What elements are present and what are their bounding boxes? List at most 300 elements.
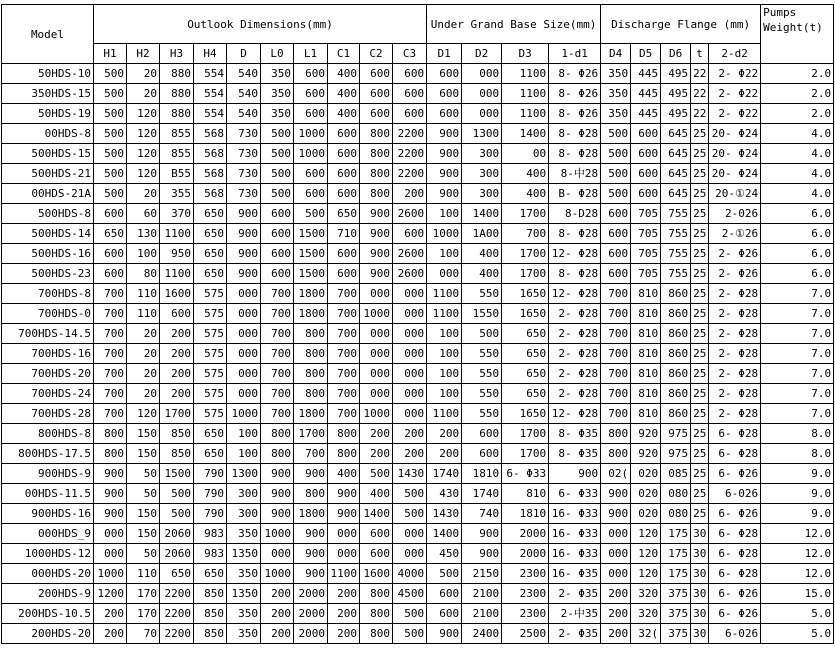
value-cell: 445	[631, 84, 661, 104]
value-cell: 800	[94, 444, 127, 464]
value-cell: 700	[294, 444, 328, 464]
header-col-t: t	[691, 44, 709, 64]
value-cell: 25	[691, 404, 709, 424]
value-cell: 600	[631, 124, 661, 144]
model-cell: 00HDS-11.5	[2, 484, 94, 504]
value-cell: 2300	[502, 564, 549, 584]
value-cell: 000	[227, 304, 261, 324]
value-cell: 600	[601, 244, 631, 264]
value-cell: 2- Φ28	[549, 384, 601, 404]
value-cell: 150	[127, 444, 160, 464]
value-cell: 975	[661, 444, 691, 464]
value-cell: 200	[393, 424, 427, 444]
value-cell: 600	[427, 104, 462, 124]
value-cell: 1650	[502, 404, 549, 424]
value-cell: 120	[631, 524, 661, 544]
value-cell: 2-中35	[549, 604, 601, 624]
value-cell: 650	[502, 344, 549, 364]
value-cell: 4.0	[761, 164, 834, 184]
model-cell: 700HDS-28	[2, 404, 94, 424]
value-cell: 600	[294, 104, 328, 124]
value-cell: 25	[691, 484, 709, 504]
value-cell: 575	[194, 344, 227, 364]
model-cell: 500HDS-15	[2, 144, 94, 164]
value-cell: 500	[393, 604, 427, 624]
value-cell: 755	[661, 264, 691, 284]
value-cell: 810	[502, 484, 549, 504]
value-cell: 20	[127, 184, 160, 204]
table-row	[2, 364, 834, 384]
value-cell: 200	[393, 444, 427, 464]
value-cell: 645	[661, 184, 691, 204]
value-cell: 25	[691, 224, 709, 244]
value-cell: 600	[360, 64, 393, 84]
value-cell: 200	[601, 584, 631, 604]
value-cell: 700	[328, 304, 360, 324]
value-cell: 2400	[462, 624, 502, 644]
value-cell: 568	[194, 124, 227, 144]
value-cell: 790	[194, 464, 227, 484]
value-cell: 130	[127, 224, 160, 244]
value-cell: 200	[261, 624, 294, 644]
value-cell: 16- Φ35	[549, 564, 601, 584]
value-cell: 1000	[294, 144, 328, 164]
value-cell: 200	[601, 604, 631, 624]
value-cell: 600	[462, 424, 502, 444]
value-cell: 600	[427, 84, 462, 104]
value-cell: 020	[631, 464, 661, 484]
table-row	[2, 504, 834, 524]
value-cell: 500	[94, 164, 127, 184]
header-col-l1: L1	[294, 44, 328, 64]
value-cell: 900	[462, 524, 502, 544]
value-cell: 705	[631, 204, 661, 224]
value-cell: 25	[691, 464, 709, 484]
table-row	[2, 84, 834, 104]
value-cell: 2- Φ28	[549, 344, 601, 364]
value-cell: 600	[601, 224, 631, 244]
value-cell: 25	[691, 384, 709, 404]
value-cell: 2.0	[761, 104, 834, 124]
value-cell: 855	[160, 124, 194, 144]
value-cell: 500	[94, 144, 127, 164]
value-cell: 120	[631, 544, 661, 564]
value-cell: 900	[427, 624, 462, 644]
value-cell: 600	[261, 244, 294, 264]
header-col-1-d1: 1-d1	[549, 44, 601, 64]
value-cell: 1100	[427, 304, 462, 324]
value-cell: 1700	[160, 404, 194, 424]
value-cell: 2- Φ26	[709, 244, 761, 264]
value-cell: 7.0	[761, 304, 834, 324]
table-row	[2, 164, 834, 184]
value-cell: 8- Φ28	[549, 224, 601, 244]
value-cell: 2000	[502, 544, 549, 564]
value-cell: 110	[127, 564, 160, 584]
table-row	[2, 624, 834, 644]
value-cell: 730	[227, 184, 261, 204]
value-cell: 6- Φ33	[502, 464, 549, 484]
value-cell: 600	[94, 204, 127, 224]
value-cell: 445	[631, 104, 661, 124]
value-cell: 100	[427, 244, 462, 264]
value-cell: 25	[691, 324, 709, 344]
value-cell: 700	[94, 284, 127, 304]
value-cell: 500	[360, 464, 393, 484]
value-cell: 2200	[160, 624, 194, 644]
value-cell: 150	[127, 424, 160, 444]
value-cell: 8-中28	[549, 164, 601, 184]
model-cell: 200HDS-10.5	[2, 604, 94, 624]
value-cell: 400	[360, 484, 393, 504]
value-cell: 100	[227, 444, 261, 464]
value-cell: 1430	[427, 504, 462, 524]
value-cell: 2060	[160, 544, 194, 564]
value-cell: 920	[631, 444, 661, 464]
value-cell: 900	[549, 464, 601, 484]
table-row	[2, 524, 834, 544]
value-cell: 900	[261, 504, 294, 524]
value-cell: 25	[691, 124, 709, 144]
value-cell: 705	[631, 224, 661, 244]
value-cell: 900	[294, 524, 328, 544]
value-cell: 800	[261, 444, 294, 464]
value-cell: 7.0	[761, 404, 834, 424]
value-cell: 500	[94, 124, 127, 144]
value-cell: 880	[160, 84, 194, 104]
value-cell: 400	[328, 84, 360, 104]
value-cell: 000	[328, 544, 360, 564]
value-cell: 60	[127, 204, 160, 224]
value-cell: 1810	[462, 464, 502, 484]
value-cell: 700	[601, 364, 631, 384]
value-cell: 900	[360, 224, 393, 244]
value-cell: 755	[661, 224, 691, 244]
value-cell: 4.0	[761, 184, 834, 204]
value-cell: 600	[360, 524, 393, 544]
value-cell: 080	[661, 484, 691, 504]
value-cell: 550	[462, 284, 502, 304]
value-cell: 550	[462, 384, 502, 404]
value-cell: 500	[94, 184, 127, 204]
value-cell: 740	[462, 504, 502, 524]
model-cell: 500HDS-16	[2, 244, 94, 264]
value-cell: 600	[427, 584, 462, 604]
value-cell: 8- Φ28	[549, 144, 601, 164]
value-cell: 4000	[393, 564, 427, 584]
value-cell: 860	[661, 304, 691, 324]
value-cell: 1200	[94, 584, 127, 604]
value-cell: 22	[691, 104, 709, 124]
value-cell: 900	[427, 164, 462, 184]
value-cell: 120	[127, 104, 160, 124]
value-cell: 7.0	[761, 344, 834, 364]
value-cell: 1600	[360, 564, 393, 584]
value-cell: 900	[427, 184, 462, 204]
value-cell: 500	[294, 204, 328, 224]
value-cell: 16- Φ33	[549, 524, 601, 544]
value-cell: 12- Φ28	[549, 284, 601, 304]
value-cell: 000	[393, 524, 427, 544]
model-cell: 1000HDS-12	[2, 544, 94, 564]
value-cell: 900	[360, 264, 393, 284]
value-cell: 200	[94, 624, 127, 644]
value-cell: 600	[328, 124, 360, 144]
value-cell: 730	[227, 124, 261, 144]
value-cell: 700	[601, 384, 631, 404]
value-cell: 50	[127, 544, 160, 564]
model-cell: 700HDS-20	[2, 364, 94, 384]
value-cell: 975	[661, 424, 691, 444]
value-cell: 650	[502, 384, 549, 404]
value-cell: 1000	[427, 224, 462, 244]
value-cell: 000	[462, 84, 502, 104]
value-cell: 000	[393, 284, 427, 304]
value-cell: 1700	[502, 424, 549, 444]
value-cell: 850	[194, 584, 227, 604]
value-cell: 650	[502, 324, 549, 344]
value-cell: 1500	[294, 244, 328, 264]
value-cell: 7.0	[761, 364, 834, 384]
value-cell: 000	[393, 324, 427, 344]
value-cell: 983	[194, 544, 227, 564]
value-cell: 25	[691, 284, 709, 304]
value-cell: 7.0	[761, 384, 834, 404]
value-cell: 575	[194, 324, 227, 344]
value-cell: 900	[261, 484, 294, 504]
value-cell: 200	[160, 384, 194, 404]
value-cell: 500	[261, 124, 294, 144]
value-cell: 1650	[502, 284, 549, 304]
value-cell: 650	[194, 204, 227, 224]
table-row	[2, 444, 834, 464]
header-col-d4: D4	[601, 44, 631, 64]
value-cell: 650	[194, 244, 227, 264]
value-cell: 100	[427, 364, 462, 384]
model-cell: 500HDS-21	[2, 164, 94, 184]
value-cell: 9.0	[761, 504, 834, 524]
value-cell: 900	[94, 464, 127, 484]
model-cell: 900HDS-9	[2, 464, 94, 484]
value-cell: 200	[360, 424, 393, 444]
value-cell: 25	[691, 364, 709, 384]
value-cell: 900	[294, 544, 328, 564]
header-row-groups	[2, 5, 834, 44]
value-cell: 6- Φ28	[709, 564, 761, 584]
value-cell: 000	[227, 344, 261, 364]
model-cell: 900HDS-16	[2, 504, 94, 524]
value-cell: 30	[691, 544, 709, 564]
value-cell: 000	[427, 264, 462, 284]
value-cell: 375	[661, 584, 691, 604]
value-cell: 850	[160, 444, 194, 464]
header-col-d2: D2	[462, 44, 502, 64]
value-cell: 150	[127, 504, 160, 524]
value-cell: 1100	[502, 84, 549, 104]
value-cell: 120	[127, 164, 160, 184]
value-cell: 2100	[462, 604, 502, 624]
value-cell: 700	[94, 324, 127, 344]
value-cell: 2000	[294, 584, 328, 604]
value-cell: 600	[294, 184, 328, 204]
value-cell: 2- Φ28	[709, 364, 761, 384]
value-cell: 100	[427, 384, 462, 404]
value-cell: 2- Φ22	[709, 64, 761, 84]
value-cell: 100	[427, 324, 462, 344]
value-cell: 350	[601, 84, 631, 104]
value-cell: 880	[160, 64, 194, 84]
value-cell: 800	[94, 424, 127, 444]
table-row	[2, 384, 834, 404]
value-cell: 575	[194, 364, 227, 384]
value-cell: 000	[462, 64, 502, 84]
value-cell: 800	[601, 444, 631, 464]
value-cell: 500	[462, 324, 502, 344]
value-cell: 900	[294, 564, 328, 584]
value-cell: 6- Φ26	[709, 504, 761, 524]
value-cell: 120	[127, 124, 160, 144]
value-cell: 1800	[294, 504, 328, 524]
value-cell: 600	[328, 264, 360, 284]
value-cell: 22	[691, 64, 709, 84]
header-col-c1: C1	[328, 44, 360, 64]
value-cell: 25	[691, 424, 709, 444]
value-cell: 983	[194, 524, 227, 544]
model-cell: 700HDS-24	[2, 384, 94, 404]
value-cell: 730	[227, 144, 261, 164]
value-cell: 1800	[294, 404, 328, 424]
value-cell: 000	[94, 544, 127, 564]
value-cell: 2- Φ28	[709, 284, 761, 304]
value-cell: 1000	[261, 524, 294, 544]
value-cell: 200	[601, 624, 631, 644]
value-cell: 1500	[294, 264, 328, 284]
value-cell: 900	[227, 264, 261, 284]
header-col-h4: H4	[194, 44, 227, 64]
model-cell: 700HDS-14.5	[2, 324, 94, 344]
value-cell: 100	[227, 424, 261, 444]
value-cell: 1700	[502, 264, 549, 284]
value-cell: 495	[661, 84, 691, 104]
value-cell: 400	[502, 184, 549, 204]
value-cell: 8- Φ28	[549, 264, 601, 284]
value-cell: 700	[502, 224, 549, 244]
value-cell: 2060	[160, 524, 194, 544]
value-cell: 730	[227, 164, 261, 184]
value-cell: 850	[160, 424, 194, 444]
value-cell: 1100	[427, 284, 462, 304]
value-cell: 20- Φ24	[709, 144, 761, 164]
value-cell: 12- Φ28	[549, 404, 601, 424]
value-cell: 700	[601, 404, 631, 424]
value-cell: 800	[360, 584, 393, 604]
value-cell: 800	[360, 124, 393, 144]
value-cell: 600	[294, 64, 328, 84]
value-cell: 350	[601, 104, 631, 124]
value-cell: 300	[227, 504, 261, 524]
value-cell: 6.0	[761, 244, 834, 264]
value-cell: 100	[427, 204, 462, 224]
value-cell: 6- Φ33	[549, 484, 601, 504]
header-col-c2: C2	[360, 44, 393, 64]
value-cell: 200	[427, 444, 462, 464]
value-cell: 600	[631, 144, 661, 164]
value-cell: 755	[661, 244, 691, 264]
model-cell: 500HDS-8	[2, 204, 94, 224]
value-cell: 1700	[294, 424, 328, 444]
value-cell: 1800	[294, 304, 328, 324]
table-row	[2, 284, 834, 304]
value-cell: 1600	[160, 284, 194, 304]
value-cell: 000	[393, 384, 427, 404]
value-cell: 2- Φ35	[549, 624, 601, 644]
value-cell: 1400	[427, 524, 462, 544]
value-cell: 000	[360, 324, 393, 344]
value-cell: 500	[393, 504, 427, 524]
model-cell: 000HDS_9	[2, 524, 94, 544]
value-cell: 350	[227, 524, 261, 544]
value-cell: 800	[294, 484, 328, 504]
value-cell: 1500	[294, 224, 328, 244]
value-cell: 900	[427, 144, 462, 164]
value-cell: 400	[462, 264, 502, 284]
value-cell: 20	[127, 364, 160, 384]
value-cell: 700	[328, 404, 360, 424]
value-cell: 700	[328, 364, 360, 384]
table-row	[2, 404, 834, 424]
value-cell: 700	[261, 344, 294, 364]
value-cell: 50	[127, 484, 160, 504]
value-cell: 575	[194, 304, 227, 324]
value-cell: 1800	[294, 284, 328, 304]
value-cell: B55	[160, 164, 194, 184]
value-cell: 6- Φ28	[709, 444, 761, 464]
value-cell: 1400	[502, 124, 549, 144]
value-cell: 600	[601, 264, 631, 284]
value-cell: 2200	[393, 164, 427, 184]
value-cell: 800	[328, 444, 360, 464]
value-cell: 950	[160, 244, 194, 264]
table-row	[2, 124, 834, 144]
header-pumps-weight: Pumps Weight(t)	[761, 5, 834, 64]
value-cell: 355	[160, 184, 194, 204]
value-cell: 6- Φ26	[709, 604, 761, 624]
model-cell: 500HDS-14	[2, 224, 94, 244]
value-cell: 540	[227, 84, 261, 104]
value-cell: 6- Φ28	[709, 524, 761, 544]
value-cell: B- Φ28	[549, 184, 601, 204]
value-cell: 700	[601, 284, 631, 304]
value-cell: 1000	[360, 304, 393, 324]
value-cell: 900	[227, 204, 261, 224]
value-cell: 2.0	[761, 64, 834, 84]
value-cell: 300	[462, 184, 502, 204]
value-cell: 6.0	[761, 224, 834, 244]
value-cell: 1100	[502, 104, 549, 124]
value-cell: 645	[661, 164, 691, 184]
value-cell: 500	[601, 164, 631, 184]
value-cell: 700	[261, 304, 294, 324]
value-cell: 175	[661, 544, 691, 564]
value-cell: 4.0	[761, 144, 834, 164]
value-cell: 1000	[360, 404, 393, 424]
value-cell: 600	[261, 224, 294, 244]
model-cell: 200HDS-20	[2, 624, 94, 644]
value-cell: 554	[194, 84, 227, 104]
value-cell: 800	[294, 364, 328, 384]
value-cell: 350	[227, 624, 261, 644]
value-cell: 000	[393, 404, 427, 424]
